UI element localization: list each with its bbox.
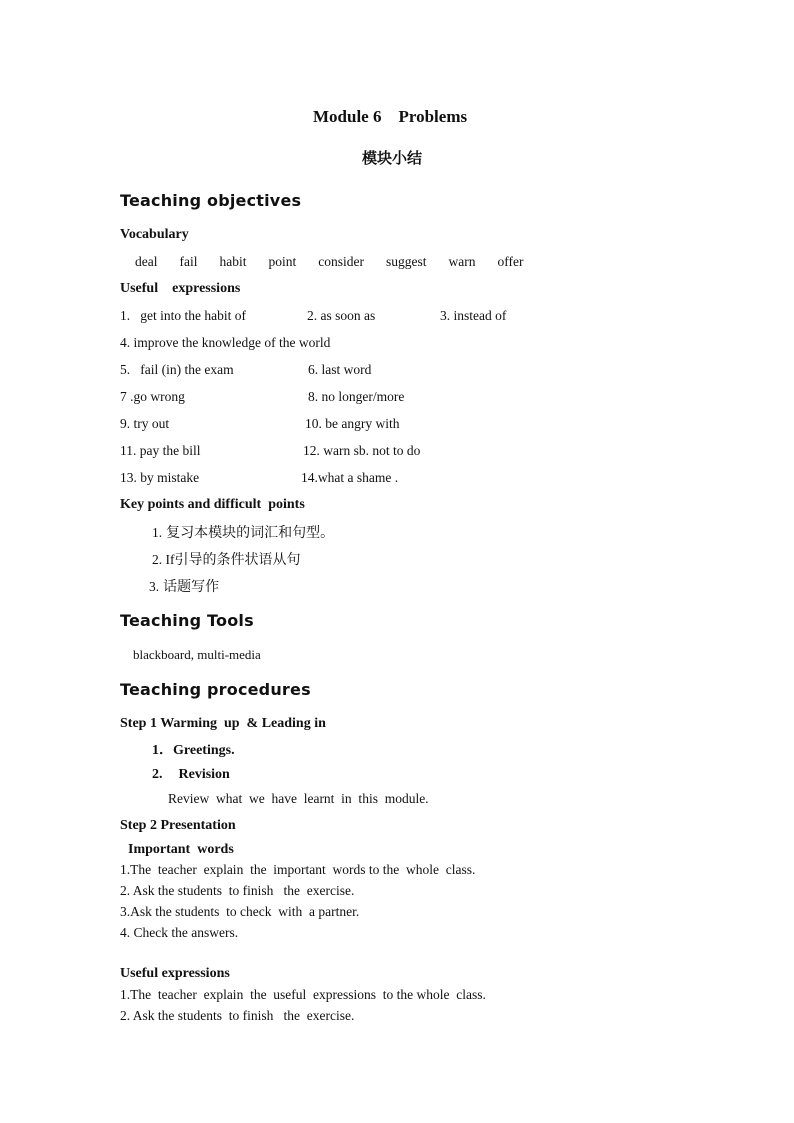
useful-expressions-subheading: Useful expressions bbox=[120, 966, 230, 981]
important-words-label: Important words bbox=[128, 842, 234, 857]
vocab-word: point bbox=[268, 254, 297, 269]
expression-item: 7 .go wrong bbox=[120, 389, 185, 404]
key-point-number: 1. bbox=[152, 525, 163, 540]
key-point-item bbox=[152, 552, 301, 568]
expression-item: 4. improve the knowledge of the world bbox=[120, 335, 331, 350]
expression-item: 10. be angry with bbox=[305, 416, 400, 431]
expression-item: 6. last word bbox=[308, 362, 372, 377]
vocab-word: deal bbox=[135, 254, 158, 269]
key-point-text: 引导的条件状语从句 bbox=[174, 552, 301, 568]
step1-heading: Step 1 Warming up & Leading in bbox=[120, 716, 326, 731]
step1-revision-label: Revision bbox=[178, 767, 230, 782]
step1-revision-number: 2. bbox=[152, 767, 163, 782]
key-point-text: 复习本模块的词汇和句型。 bbox=[166, 525, 335, 541]
vocab-word: habit bbox=[219, 254, 247, 269]
key-point-item bbox=[152, 525, 334, 541]
step1-revision bbox=[152, 768, 230, 782]
important-words-line: 3.Ask the students to check with a partner. bbox=[120, 904, 360, 919]
expression-item: 9. try out bbox=[120, 416, 170, 431]
teaching-objectives-heading: Teaching objectives bbox=[120, 191, 302, 210]
useful-expressions-label: Useful expressions bbox=[120, 281, 241, 296]
key-point-number: 2. If bbox=[152, 552, 175, 567]
key-point-item bbox=[149, 579, 219, 595]
vocab-word: warn bbox=[448, 254, 476, 269]
step2-heading: Step 2 Presentation bbox=[120, 818, 236, 833]
important-words-line: 1.The teacher explain the important words to the whole class. bbox=[120, 862, 476, 877]
module-title: Module 6 Problems bbox=[313, 107, 468, 126]
vocab-word: suggest bbox=[386, 254, 427, 269]
vocab-word: offer bbox=[497, 254, 524, 269]
expression-item: 11. pay the bill bbox=[120, 443, 201, 458]
important-words-line: 4. Check the answers. bbox=[120, 925, 239, 940]
expression-item: 2. as soon as bbox=[307, 308, 376, 323]
step1-greetings: 1．Greetings. bbox=[152, 743, 235, 758]
teaching-tools-text: blackboard, multi-media bbox=[133, 647, 261, 662]
teaching-tools-heading: Teaching Tools bbox=[120, 611, 254, 630]
useful-expressions-line: 1.The teacher explain the useful expressions to the whole class. bbox=[120, 987, 486, 1002]
expression-item: 13. by mistake bbox=[120, 470, 200, 485]
key-point-text: 话题写作 bbox=[163, 579, 220, 595]
expression-item: 3. instead of bbox=[440, 308, 507, 323]
vocab-word: fail bbox=[179, 254, 198, 269]
key-point-number: 3. bbox=[149, 579, 160, 594]
key-points-label: Key points and difficult points bbox=[120, 497, 305, 512]
teaching-procedures-heading: Teaching procedures bbox=[120, 680, 311, 699]
important-words-line: 2. Ask the students to finish the exercise. bbox=[120, 883, 355, 898]
module-subtitle: 模块小结 bbox=[362, 149, 423, 167]
expression-item: 8. no longer/more bbox=[308, 389, 405, 404]
vocab-word: consider bbox=[318, 254, 364, 269]
useful-expressions-line: 2. Ask the students to finish the exercise. bbox=[120, 1008, 355, 1023]
expression-item: 5. fail (in) the exam bbox=[120, 362, 234, 377]
vocabulary-label: Vocabulary bbox=[120, 227, 189, 242]
expression-item: 1. get into the habit of bbox=[120, 308, 246, 323]
expression-item: 14.what a shame . bbox=[301, 470, 399, 485]
expression-item: 12. warn sb. not to do bbox=[303, 443, 421, 458]
step1-review-text: Review what we have learnt in this module. bbox=[168, 791, 429, 806]
vocabulary-words bbox=[135, 255, 524, 269]
